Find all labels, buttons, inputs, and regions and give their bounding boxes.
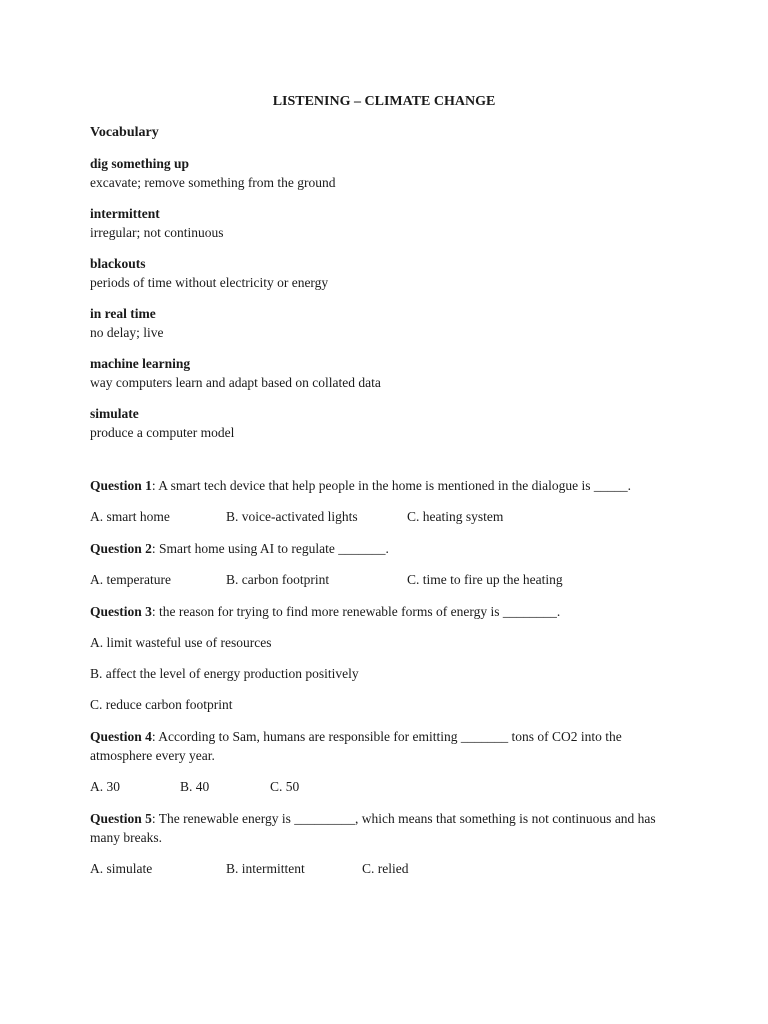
option-b: B. 40 [180,779,210,794]
option-b: B. voice-activated lights [226,509,358,524]
option-a: A. 30 [90,779,120,794]
option-b: B. intermittent [226,861,305,876]
question-text: : Smart home using AI to regulate _______. [151,541,389,556]
question-label: Question 2 [90,541,152,556]
option-a: A. limit wasteful use of resources [90,635,272,650]
option-b: B. affect the level of energy production positively [90,666,359,681]
question-5 [90,809,680,847]
vocabulary-item [90,404,680,442]
question-text: : the reason for trying to find more renewable forms of energy is ________. [151,604,561,619]
vocabulary-definition: produce a computer model [90,425,235,440]
option-a: A. temperature [90,572,171,587]
document-title: LISTENING – CLIMATE CHANGE [272,94,496,109]
vocabulary-item [90,254,680,292]
vocabulary-definition: periods of time without electricity or energy [90,275,329,290]
question-label: Question 1 [90,478,152,493]
question-5-options [90,859,680,878]
question-label: Question 3 [90,604,152,619]
question-text: : According to Sam, humans are responsible for emitting _______ tons of CO2 into the atmosphere every year. [90,729,622,763]
vocabulary-definition: way computers learn and adapt based on collated data [90,375,381,390]
vocabulary-term: dig something up [90,156,190,171]
question-2-options [90,570,680,589]
questions-section [90,476,680,878]
vocabulary-term: machine learning [90,356,191,371]
option-c: C. 50 [270,779,300,794]
option-a: A. smart home [90,509,170,524]
vocabulary-term: intermittent [90,206,160,221]
option-c: C. heating system [407,509,504,524]
question-label: Question 4 [90,729,152,744]
question-3-options [90,633,680,714]
option-c: C. reduce carbon footprint [90,697,233,712]
vocabulary-term: blackouts [90,256,146,271]
question-3 [90,602,680,621]
vocabulary-item [90,354,680,392]
option-c: C. relied [362,861,409,876]
question-1 [90,476,680,495]
question-text: : The renewable energy is _________, which means that something is not continuous and has many breaks. [90,811,656,845]
question-2 [90,539,680,558]
vocabulary-definition: no delay; live [90,325,164,340]
vocabulary-term: simulate [90,406,139,421]
question-1-options [90,507,680,526]
question-4-options [90,777,680,796]
vocabulary-item [90,304,680,342]
question-4 [90,727,680,765]
vocabulary-definition: irregular; not continuous [90,225,224,240]
option-b: B. carbon footprint [226,572,330,587]
document-page [90,92,680,891]
vocabulary-heading: Vocabulary [90,125,159,140]
vocabulary-list [90,154,680,442]
vocabulary-definition: excavate; remove something from the ground [90,175,336,190]
option-a: A. simulate [90,861,153,876]
vocabulary-item [90,204,680,242]
vocabulary-term: in real time [90,306,156,321]
vocabulary-item [90,154,680,192]
question-text: : A smart tech device that help people in the home is mentioned in the dialogue is _____. [151,478,632,493]
option-c: C. time to fire up the heating [407,572,563,587]
question-label: Question 5 [90,811,152,826]
